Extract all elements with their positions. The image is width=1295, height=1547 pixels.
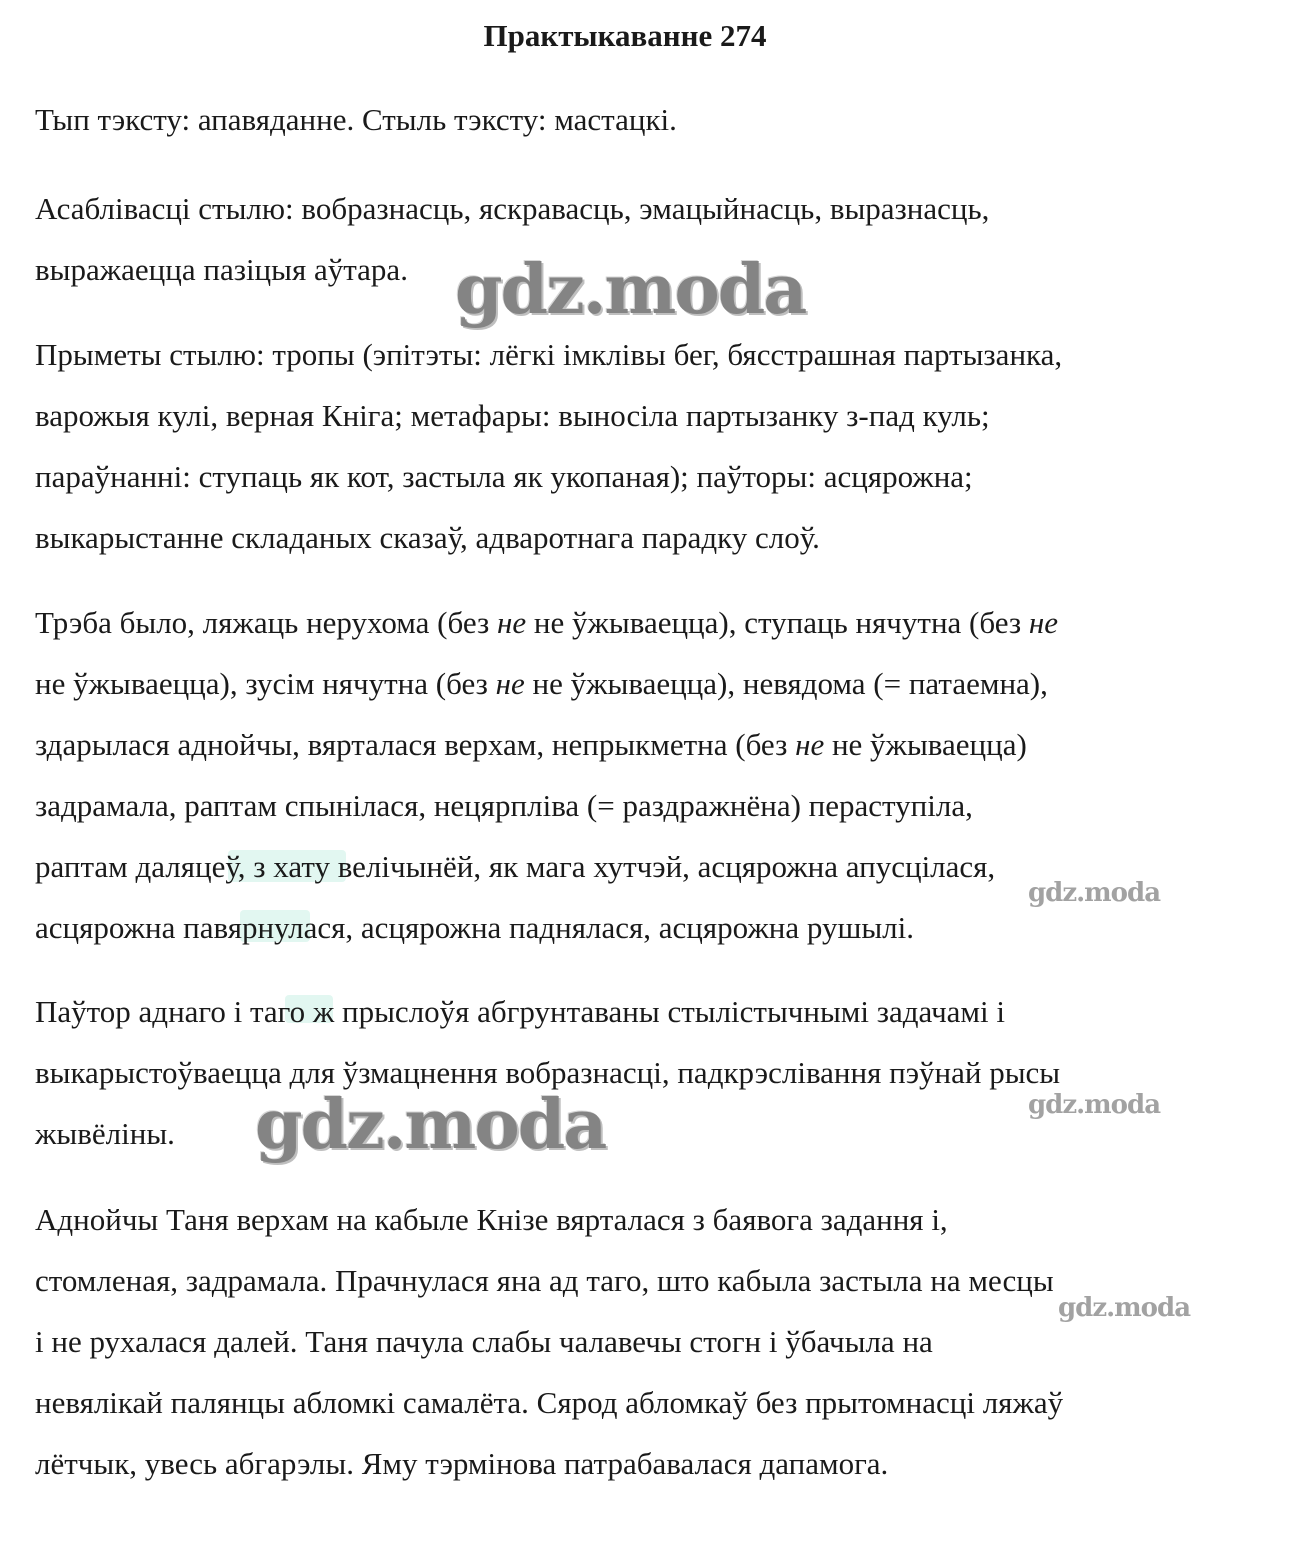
text-run: Трэба было, ляжаць нерухома (без <box>35 605 497 640</box>
italic-word: не <box>1028 605 1059 640</box>
italic-word: не <box>496 605 527 640</box>
text-line: Асаблівасці стылю: вобразнасць, яскравасць, эмацыйнасць, выразнасць, <box>35 191 990 226</box>
text-line: раптам даляцеў, з хату велічынёй, як мага хутчэй, асцярожна апусцілася, <box>35 849 996 884</box>
text-run: не ўжываецца), зусім нячутна (без <box>35 666 496 701</box>
text-line: асцярожна павярнулася, асцярожна паднялася, асцярожна рушылі. <box>35 910 914 945</box>
watermark-logo: gdz.moda <box>455 250 806 330</box>
text-line: Паўтор аднаго і таго ж прыслоўя абгрунтаваны стылістычнымі задачамі і <box>35 994 1006 1029</box>
watermark-logo: gdz.moda <box>1028 878 1161 908</box>
page-title: Практыкаванне 274 <box>483 18 767 53</box>
paragraph-retelling <box>35 1189 1250 1494</box>
text-line: задрамала, раптам спынілася, нецярпліва (= раздражнёна) пераступіла, <box>35 788 973 823</box>
watermark-logo: gdz.moda <box>255 1085 606 1165</box>
paragraph-adverbs <box>35 592 1250 958</box>
text-line: і не рухалася далей. Таня пачула слабы чалавечы стогн і ўбачыла на <box>35 1324 933 1359</box>
text-line <box>35 592 1250 653</box>
text-line: стомленая, задрамала. Прачнулася яна ад таго, што кабыла застыла на месцы <box>35 1263 1054 1298</box>
text-run: не ўжываецца), невядома (= патаемна), <box>524 666 1048 701</box>
text-line: параўнанні: ступаць як кот, застыла як укопаная); паўторы: асцярожна; <box>35 459 973 494</box>
watermark-logo: gdz.moda <box>1028 1090 1161 1120</box>
text-run: здарылася аднойчы, вярталася верхам, непрыкметна (без <box>35 727 796 762</box>
paragraph-text-type <box>35 89 1250 150</box>
text-line: выкарыстоўваецца для ўзмацнення вобразнасці, падкрэслівання пэўнай рысы <box>35 1055 1061 1090</box>
text-line: Тып тэксту: апавяданне. Стыль тэксту: мастацкі. <box>35 102 677 137</box>
paragraph-repetition <box>35 981 1250 1164</box>
paragraph-style-signs <box>35 324 1250 568</box>
paragraph-style-features <box>35 178 1250 300</box>
text-line: невялікай палянцы абломкі самалёта. Сярод абломкаў без прытомнасці ляжаў <box>35 1385 1064 1420</box>
text-run: не ўжываецца) <box>824 727 1027 762</box>
text-line: Аднойчы Таня верхам на кабыле Кнізе вярталася з баявога задання і, <box>35 1202 948 1237</box>
text-line: варожыя кулі, верная Кніга; метафары: выносіла партызанку з-пад куль; <box>35 398 990 433</box>
text-line: выкарыстанне складаных сказаў, адваротнага парадку слоў. <box>35 520 820 555</box>
text-run: не ўжываецца), ступаць нячутна (без <box>526 605 1029 640</box>
text-line: выражаецца пазіцыя аўтара. <box>35 252 408 287</box>
watermark-logo: gdz.moda <box>1058 1293 1191 1323</box>
text-line <box>35 653 1250 714</box>
text-line: жывёліны. <box>35 1116 175 1151</box>
text-line <box>35 714 1250 775</box>
italic-word: не <box>495 666 525 701</box>
text-line: лётчык, увесь абгарэлы. Яму тэрмінова патрабавалася дапамога. <box>35 1446 889 1481</box>
italic-word: не <box>795 727 825 762</box>
text-line: Прыметы стылю: тропы (эпітэты: лёгкі імклівы бег, бясстрашная партызанка, <box>35 337 1063 372</box>
